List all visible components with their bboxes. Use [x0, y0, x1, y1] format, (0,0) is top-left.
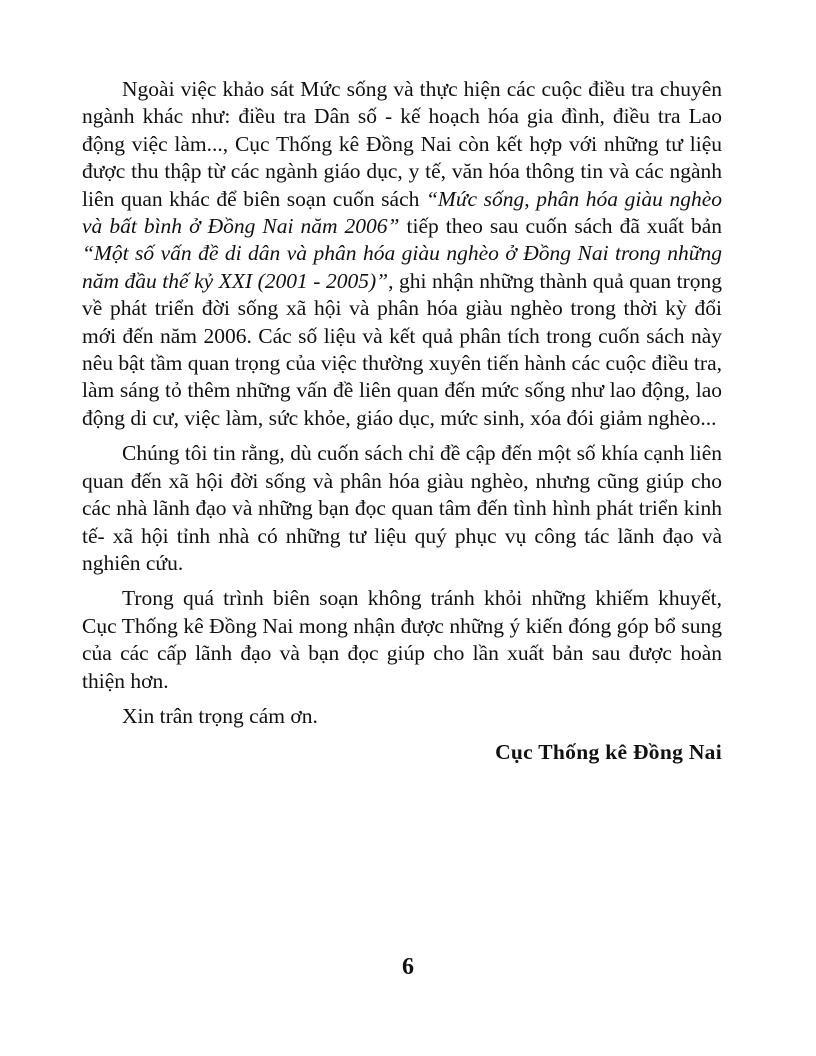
paragraph-belief: Chúng tôi tin rằng, dù cuốn sách chỉ đề cập đến một số khía cạnh liên quan đến xã hội đời sống và phân hóa giàu nghèo, nhưng cũng giúp cho các nhà lãnh đạo và những bạn đọc quan tâm đến tình hình phát triển kinh tế- xã hội tỉnh nhà có những tư liệu quý phục vụ công tác lãnh đạo và nghiên cứu.: [82, 441, 722, 575]
document-page: [82, 76, 722, 767]
paragraph-intro-text-2: tiếp theo sau cuốn sách đã xuất bản: [399, 214, 722, 239]
paragraph-feedback: Trong quá trình biên soạn không tránh khỏi những khiếm khuyết, Cục Thống kê Đồng Nai mong nhận được những ý kiến đóng góp bổ sung của các cấp lãnh đạo và bạn đọc giúp cho lần xuất bản sau được hoàn thiện hơn.: [82, 586, 722, 693]
paragraph-thanks: Xin trân trọng cám ơn.: [122, 703, 318, 728]
book-title-current: “Mức sống, phân hóa giàu nghèo và bất bình ở Đồng Nai năm 2006”: [82, 186, 722, 239]
signature: Cục Thống kê Đồng Nai: [495, 740, 722, 765]
page-number: 6: [402, 954, 414, 980]
paragraph-intro: [82, 76, 722, 432]
paragraph-intro-text-1: Ngoài việc khảo sát Mức sống và thực hiện các cuộc điều tra chuyên ngành khác như: điều tra Dân số - kế hoạch hóa gia đình, điều tra Lao động việc làm..., Cục Thống kê Đồng Nai còn kết hợp với những tư liệu được thu thập từ các ngành giáo dục, y tế, văn hóa thông tin và các ngành liên quan khác để biên soạn cuốn sách: [82, 77, 722, 211]
book-title-previous: “Một số vấn đề di dân và phân hóa giàu nghèo ở Đồng Nai trong những năm đầu thế kỷ XXI (2001 - 2005)”: [82, 241, 722, 293]
paragraph-intro-text-3: , ghi nhận những thành quả quan trọng về phát triển đời sống xã hội và phân hóa giàu nghèo trong thời kỳ đổi mới đến năm 2006. Các số liệu và kết quả phân tích trong cuốn sách này nêu bật tầm quan trọng của việc thường xuyên tiến hành các cuộc điều tra, làm sáng tỏ thêm những vấn đề liên quan đến mức sống như lao động, lao động di cư, việc làm, sức khỏe, giáo dục, mức sinh, xóa đói giảm nghèo...: [82, 268, 722, 430]
